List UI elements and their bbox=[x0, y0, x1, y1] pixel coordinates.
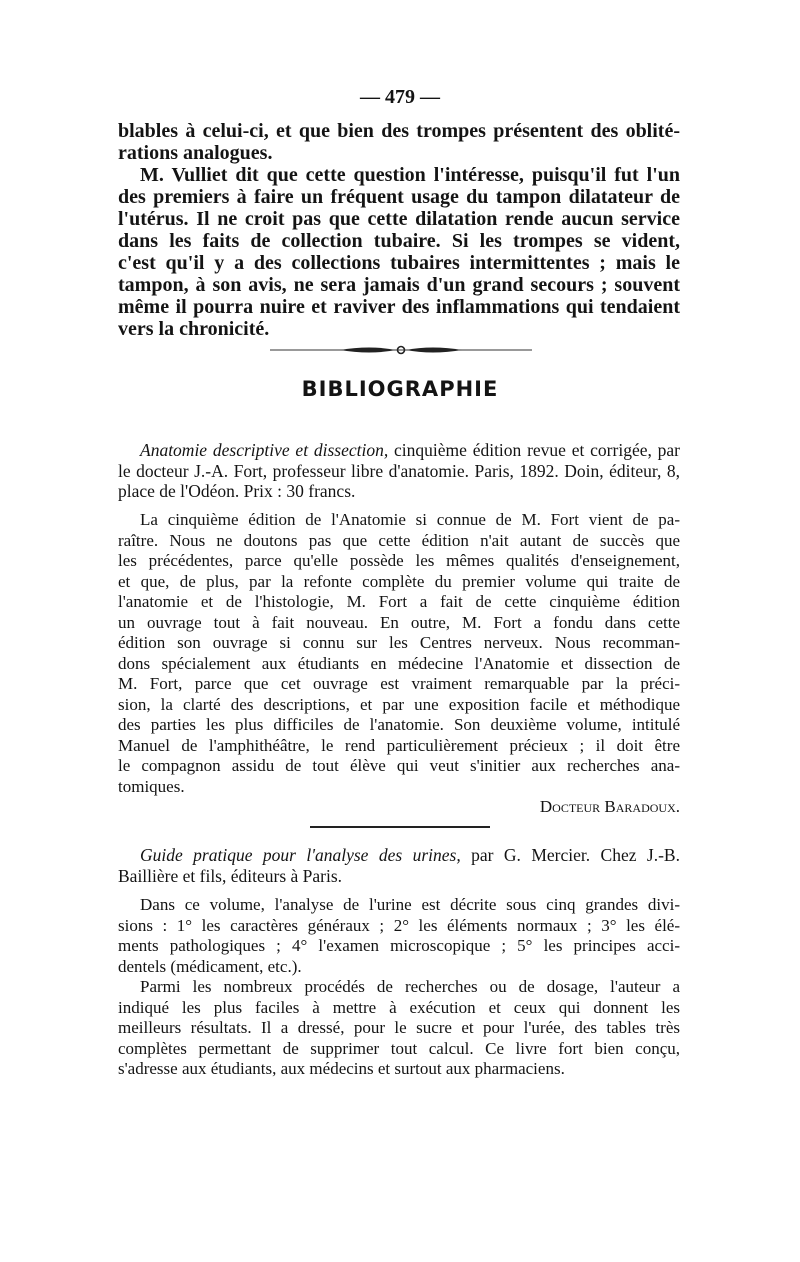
text-line: rations analogues. bbox=[118, 142, 273, 164]
text-line: meilleurs résultats. Il a dressé, pour le sucre et pour l'urée, des tables très bbox=[118, 1018, 680, 1037]
text-line: tomiques. bbox=[118, 776, 185, 796]
text-line: sions : 1° les caractères généraux ; 2° les éléments normaux ; 3° les élé- bbox=[118, 915, 680, 935]
text-line: Parmi les nombreux procédés de recherches ou de dosage, l'auteur a bbox=[140, 977, 680, 996]
text-line: dans les faits de collection tubaire. Si les trompes se vident, bbox=[118, 230, 680, 252]
text-line: complètes permettant de supprimer tout calcul. Ce livre fort bien conçu, bbox=[118, 1038, 680, 1058]
text-line: le compagnon assidu de tout élève qui veut s'initier aux recherches ana- bbox=[118, 756, 680, 775]
review1-signature: Docteur Baradoux. bbox=[539, 797, 680, 816]
text-line: Dans ce volume, l'analyse de l'urine est décrite sous cinq grandes divi- bbox=[140, 895, 680, 914]
text-line: l'utérus. Il ne croit pas que cette dilatation rende aucun service bbox=[118, 208, 680, 230]
text-line: La cinquième édition de l'Anatomie si connue de M. Fort vient de pa- bbox=[140, 510, 680, 529]
text-line: indiqué les plus faciles à mettre à exécution et ceux qui donnent les bbox=[118, 997, 680, 1017]
text-line: et que, de plus, par la refonte complète du premier volume qui traite de bbox=[118, 571, 680, 591]
top-paragraph bbox=[118, 120, 680, 164]
page-number: — 479 — bbox=[360, 86, 440, 108]
vulliet-paragraph bbox=[118, 164, 680, 340]
review1-body bbox=[118, 510, 680, 818]
text-line: même il pourra nuire et raviver des inflammations qui tendaient bbox=[118, 296, 680, 318]
text-line: s'adresse aux étudiants, aux médecins et surtout aux pharmaciens. bbox=[118, 1059, 565, 1078]
text-line: des parties les plus difficiles de l'anatomie. Son deuxième volume, intitulé bbox=[118, 715, 680, 734]
citation-title: Guide pratique pour l'analyse des urines, bbox=[140, 845, 461, 865]
citation-details: cinquième édition revue et corrigée, par le docteur J.-A. Fort, professeur libre d'anatomie. Paris, 1892. Doin, éditeur, 8, place de l'Odéon. Prix : 30 francs. bbox=[118, 440, 680, 501]
text-line: blables à celui-ci, et que bien des trompes présentent des oblité- bbox=[118, 120, 680, 142]
text-line: c'est qu'il y a des collections tubaires intermittentes ; mais le bbox=[118, 252, 680, 274]
text-line: les précédentes, parce qu'elle possède les mêmes qualités d'enseignement, bbox=[118, 551, 680, 570]
text-line: dentels (médicament, etc.). bbox=[118, 956, 302, 976]
text-line: l'anatomie et de l'histologie, M. Fort a fait de cette cinquième édition bbox=[118, 592, 680, 611]
review2-citation bbox=[118, 845, 680, 886]
text-line: un ouvrage tout à fait nouveau. En outre, M. Fort a fondu dans cette bbox=[118, 612, 680, 632]
text-line: dons spécialement aux étudiants en médecine l'Anatomie et dissection de bbox=[118, 653, 680, 673]
review1-citation bbox=[118, 440, 680, 502]
text-line: ments pathologiques ; 4° l'examen microscopique ; 5° les principes acci- bbox=[118, 936, 680, 955]
review2-body bbox=[118, 895, 680, 1080]
citation-title: Anatomie descriptive et dissection, bbox=[140, 440, 389, 460]
citation-details: par G. Mercier. Chez J.-B. Baillière et fils, éditeurs à Paris. bbox=[118, 845, 680, 886]
text-line: des premiers à faire un fréquent usage du tampon dilatateur de bbox=[118, 186, 680, 208]
text-line: vers la chronicité. bbox=[118, 318, 270, 340]
text-line: M. Vulliet dit que cette question l'intéresse, puisqu'il fut l'un bbox=[140, 164, 680, 186]
text-line: Manuel de l'amphithéâtre, le rend particulièrement précieux ; il doit être bbox=[118, 735, 680, 755]
ornamental-divider bbox=[270, 343, 532, 357]
text-line: M. Fort, parce que cet ouvrage est vraiment remarquable par la préci- bbox=[118, 674, 680, 693]
text-line: édition son ouvrage si connu sur les Centres nerveux. Nous recomman- bbox=[118, 633, 680, 652]
separator-rule bbox=[310, 826, 490, 828]
text-line: tampon, à son avis, ne sera jamais d'un grand secours ; souvent bbox=[118, 274, 680, 296]
section-heading: BIBLIOGRAPHIE bbox=[301, 377, 499, 401]
text-line: sion, la clarté des descriptions, et par une exposition facile et méthodique bbox=[118, 694, 680, 714]
text-line: raître. Nous ne doutons pas que cette édition n'ait autant de succès que bbox=[118, 530, 680, 550]
